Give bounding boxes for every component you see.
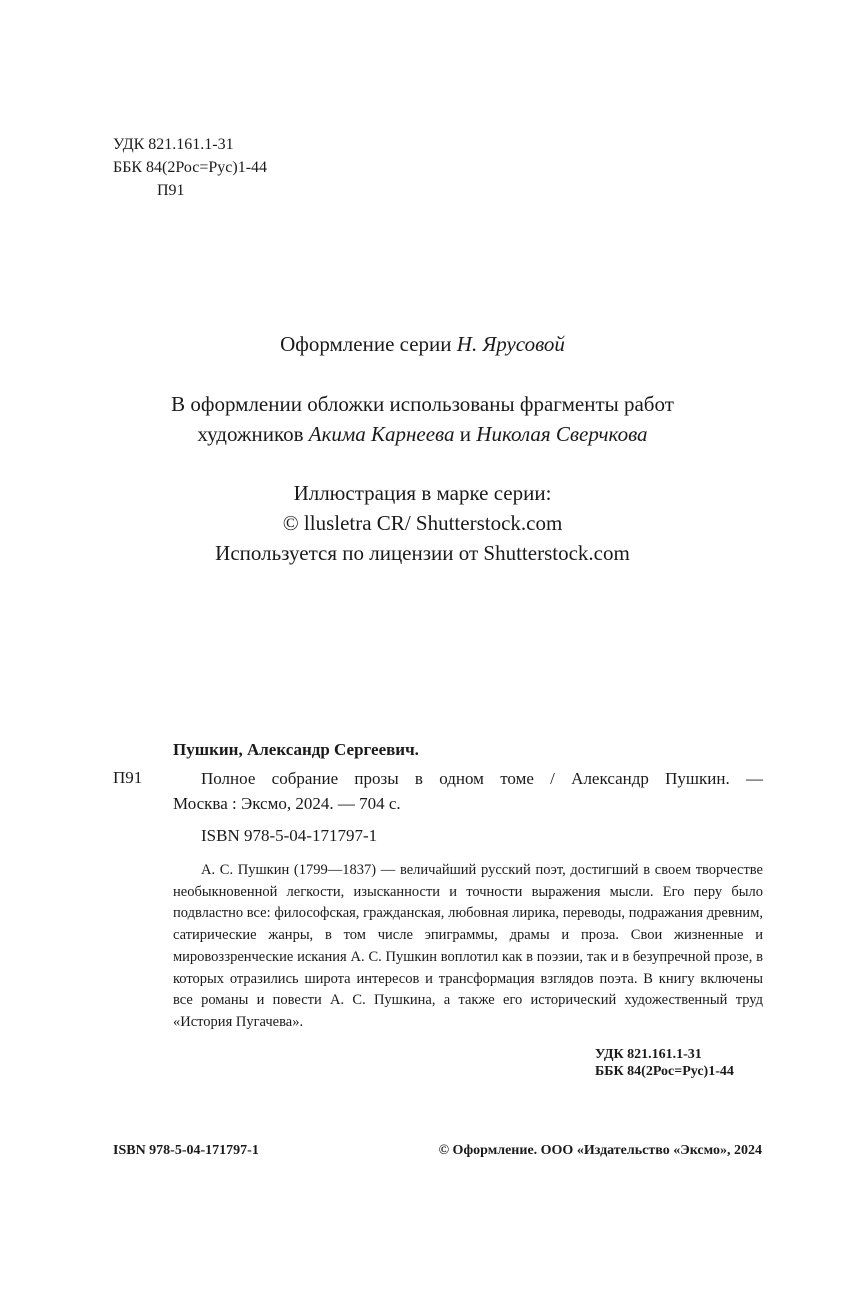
catalog-title-line1: Полное собрание прозы в одном томе / Александр Пушкин. — bbox=[201, 769, 763, 788]
footer-copyright: © Оформление. ООО «Издательство «Эксмо», 2024 bbox=[438, 1143, 762, 1158]
bbk-code: ББК 84(2Рос=Рус)1-44 bbox=[113, 159, 268, 176]
catalog-sign: П91 bbox=[113, 768, 143, 787]
author-sign: П91 bbox=[157, 182, 185, 199]
illustration-credit bbox=[0, 478, 845, 568]
license-note: Используется по лицензии от Shutterstock.com bbox=[215, 541, 630, 565]
footer-isbn: ISBN 978-5-04-171797-1 bbox=[113, 1143, 259, 1158]
cover-credit-line1: В оформлении обложки использованы фрагменты работ bbox=[171, 392, 674, 416]
series-design-credit bbox=[0, 329, 845, 359]
artist-1: Акима Карнеева bbox=[308, 422, 455, 446]
cover-credit bbox=[0, 389, 845, 449]
catalog-author: Пушкин, Александр Сергеевич. bbox=[173, 740, 419, 759]
cover-credit-prefix: художников bbox=[197, 422, 309, 446]
catalog-codes bbox=[595, 1046, 734, 1080]
catalog-title bbox=[173, 766, 763, 816]
series-designer: Н. Ярусовой bbox=[456, 332, 565, 356]
classification-codes bbox=[113, 133, 267, 202]
artist-2: Николая Сверчкова bbox=[476, 422, 648, 446]
catalog-title-line2: Москва : Эксмо, 2024. — 704 с. bbox=[173, 794, 401, 813]
cover-credit-conj: и bbox=[454, 422, 477, 446]
udk-code: УДК 821.161.1-31 bbox=[113, 136, 234, 153]
annotation: А. С. Пушкин (1799—1837) — величайший русский поэт, достигший в своем творчестве необыкновенной легкости, изысканности и точности выражения мысли. Его перу было подвластно все: философская, гражданская, любовная лирика, переводы, подражания древним, сатирические жанры, в том числе эпиграммы, драмы и проза. Свои жизненные и мировоззренческие искания А. С. Пушкин воплотил как в поэзии, так и в безупречной прозе, в которых отразились широта интересов и трансформация взглядов поэта. В книгу включены все романы и повести А. С. Пушкина, а также его исторический художественный труд «История Пугачева». bbox=[173, 862, 763, 1030]
series-design-prefix: Оформление серии bbox=[280, 332, 457, 356]
illustration-label: Иллюстрация в марке серии: bbox=[293, 481, 552, 505]
illustration-copyright: © llusletra CR/ Shutterstock.com bbox=[282, 511, 563, 535]
cover-credit-line2 bbox=[0, 419, 845, 449]
catalog-udk: УДК 821.161.1-31 bbox=[595, 1047, 702, 1062]
catalog-isbn: ISBN 978-5-04-171797-1 bbox=[201, 826, 378, 845]
catalog-bbk: ББК 84(2Рос=Рус)1-44 bbox=[595, 1064, 734, 1079]
